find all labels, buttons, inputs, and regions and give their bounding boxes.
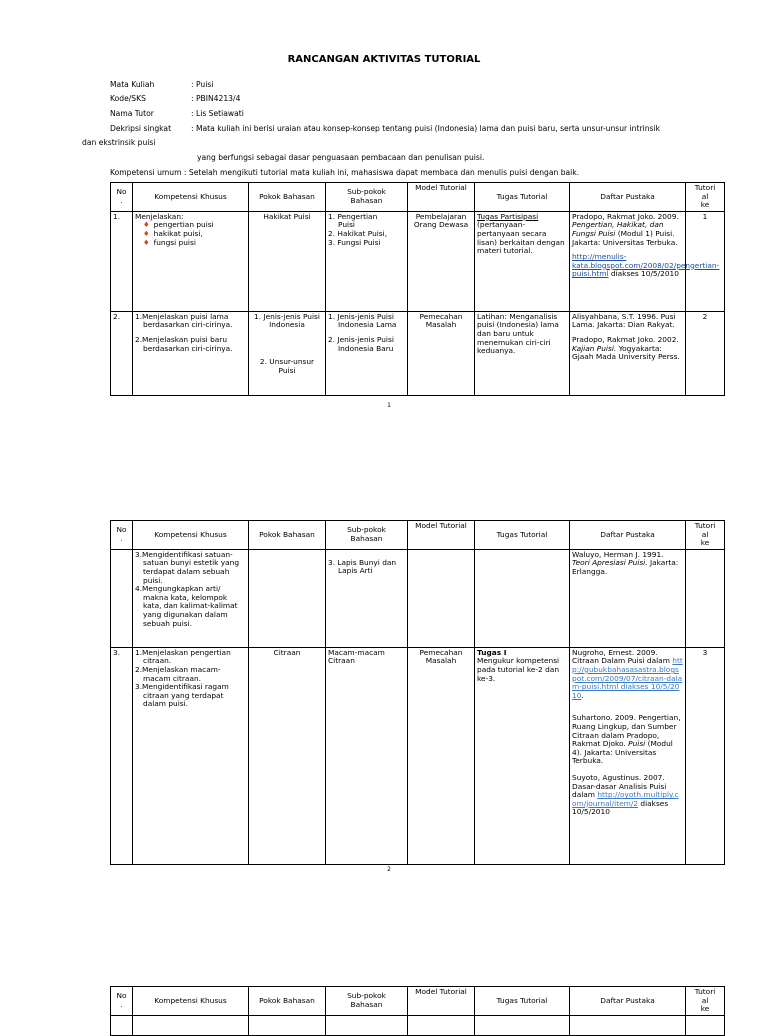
bullet-icon: ♦ [143,220,150,230]
tutorial-table-3 [110,986,725,1036]
bullet-icon: ♦ [143,237,150,247]
page-number: 2 [387,866,391,873]
model-tutorial-cell: Pemecahan Masalah [408,311,475,395]
col-kompetensi-khusus: Kompetensi Khusus [133,521,249,550]
reference-link[interactable]: http://menulis-kata.blogspot.com/2008/02/pengertian-puisi.html [572,252,720,279]
col-kompetensi-khusus: Kompetensi Khusus [133,183,249,212]
col-no: No . [111,521,133,550]
col-tutorial-ke: Tutori al ke [686,521,725,550]
kode-sks-value: : PBIN4213/4 [191,94,241,103]
table-header-row [111,183,725,212]
sub-pokok-cell: 1. Jenis-jenis Puisi Indonesia Lama 2. Jenis-jenis Puisi Indonesia Baru [326,311,408,395]
tutorial-ke-cell: 2 [686,311,725,395]
col-model-tutorial: Model Tutorial [408,521,475,550]
daftar-pustaka-cell: Pradopo, Rakmat Joko. 2009. Pengertian, Hakikat, dan Fungsi Puisi (Modul 1) Puisi. Jakarta: Universitas Terbuka. http://menulis-kata.blogspot.com/2008/02/pengertian-puisi.html diakses 10/5/2010 [570,211,686,311]
col-pokok-bahasan: Pokok Bahasan [249,987,326,1016]
table-row [111,1015,725,1035]
col-daftar-pustaka: Daftar Pustaka [570,987,686,1016]
col-model-tutorial: Model Tutorial [408,183,475,212]
row-number: 2. [111,311,133,395]
mata-kuliah-value: : Puisi [191,80,214,89]
reference-link[interactable]: http://gubukbahasasastra.blogspot.com/2009/07/citraan-dalam-puisi.html diakses 10/5/2010 [572,656,683,700]
deskripsi-line2: dan ekstrinsik puisi [82,138,156,147]
col-tugas-tutorial: Tugas Tutorial [475,521,570,550]
daftar-pustaka-cell: Nugroho, Ernest. 2009. Citraan Dalam Puisi dalam http://gubukbahasasastra.blogspot.com/2009/07/citraan-dalam-puisi.html diakses 10/5/2010. Suhartono. 2009. Pengertian, Ruang Lingkup, dan Sumber Citraan dalam Pradopo, Rakmat Djoko. Puisi (Modul 4). Jakarta: Universitas Terbuka. Suyoto, Agustinus. 2007. Dasar-dasar Analisis Puisi dalam http://oyoth.multiply.com/journal/item/2 diakses 10/5/2010 [570,647,686,864]
tugas-tutorial-cell [475,549,570,647]
reference-link[interactable]: http://oyoth.multiply.com/journal/item/2 [572,790,679,808]
col-tugas-tutorial: Tugas Tutorial [475,183,570,212]
tugas-tutorial-cell: Tugas Partisipasi (pertanyaan-pertanyaan secara lisan) berkaitan dengan materi tutorial. [475,211,570,311]
col-pokok-bahasan: Pokok Bahasan [249,521,326,550]
col-daftar-pustaka: Daftar Pustaka [570,183,686,212]
col-daftar-pustaka: Daftar Pustaka [570,521,686,550]
kode-sks-label: Kode/SKS [110,94,146,103]
tugas-tutorial-cell: Tugas I Mengukur kompetensi pada tutorial ke-2 dan ke-3. [475,647,570,864]
tutorial-table-1 [110,182,725,396]
nama-tutor-label: Nama Tutor [110,109,154,118]
tugas-tutorial-cell: Latihan: Menganalisis puisi (Indonesia) lama dan baru untuk menemukan ciri-ciri keduanya. [475,311,570,395]
pokok-bahasan-cell: Hakikat Puisi [249,211,326,311]
mata-kuliah-label: Mata Kuliah [110,80,155,89]
kompetensi-cell: Menjelaskan: ♦ pengertian puisi ♦ hakikat puisi, ♦ fungsi puisi [133,211,249,311]
col-tugas-tutorial: Tugas Tutorial [475,987,570,1016]
col-pokok-bahasan: Pokok Bahasan [249,183,326,212]
model-tutorial-cell: Pemecahan Masalah [408,647,475,864]
pokok-bahasan-cell [249,549,326,647]
col-no: No . [111,183,133,212]
daftar-pustaka-cell: Waluyo, Herman J. 1991. Teori Apresiasi Puisi. Jakarta: Erlangga. [570,549,686,647]
document-title: RANCANGAN AKTIVITAS TUTORIAL [287,54,481,65]
table-row [111,647,725,864]
nama-tutor-value: : Lis Setiawati [191,109,244,118]
kompetensi-umum: Kompetensi umum : Setelah mengikuti tutorial mata kuliah ini, mahasiswa dapat membaca dan menulis puisi dengan baik. [110,168,580,177]
table-header-row [111,521,725,550]
table-row [111,311,725,395]
col-tutorial-ke: Tutori al ke [686,987,725,1016]
col-tutorial-ke: Tutori al ke [686,183,725,212]
col-sub-pokok-bahasan: Sub-pokok Bahasan [326,521,408,550]
table-row [111,211,725,311]
row-number [111,549,133,647]
deskripsi-label: Dekripsi singkat [110,124,172,133]
model-tutorial-cell: Pembelajaran Orang Dewasa [408,211,475,311]
deskripsi-line3: yang berfungsi sebagai dasar penguasaan pembacaan dan penulisan puisi. [197,153,485,162]
col-no: No . [111,987,133,1016]
row-number: 1. [111,211,133,311]
pokok-bahasan-cell: Citraan [249,647,326,864]
col-sub-pokok-bahasan: Sub-pokok Bahasan [326,183,408,212]
col-sub-pokok-bahasan: Sub-pokok Bahasan [326,987,408,1016]
page-number: 1 [387,402,391,409]
bullet-icon: ♦ [143,228,150,238]
row-number: 3. [111,647,133,864]
table-row [111,549,725,647]
deskripsi-value: : Mata kuliah ini berisi uraian atau konsep-konsep tentang puisi (Indonesia) lama dan puisi baru, serta unsur-unsur intrinsik [191,124,660,133]
col-kompetensi-khusus: Kompetensi Khusus [133,987,249,1016]
tutorial-ke-cell: 1 [686,211,725,311]
col-model-tutorial: Model Tutorial [408,987,475,1016]
sub-pokok-cell: Macam-macam Citraan [326,647,408,864]
sub-pokok-cell: 3. Lapis Bunyi dan Lapis Arti [326,549,408,647]
kompetensi-cell: 3.Mengidentifikasi satuan-satuan bunyi estetik yang terdapat dalam sebuah puisi. 4.Mengungkapkan arti/ makna kata, kelompok kata, dan kalimat-kalimat yang digunakan dalam sebuah puisi. [133,549,249,647]
daftar-pustaka-cell: Alisyahbana, S.T. 1996. Pusi Lama. Jakarta: Dian Rakyat. Pradopo, Rakmat Joko. 2002. Kajian Puisi. Yogyakarta: Gjaah Mada University Perss. [570,311,686,395]
pokok-bahasan-cell: 1. Jenis-jenis Puisi Indonesia 2. Unsur-unsur Puisi [249,311,326,395]
tutorial-ke-cell: 3 [686,647,725,864]
kompetensi-cell: 1.Menjelaskan pengertian citraan. 2.Menjelaskan macam-macam citraan. 3.Mengidentifikasi ragam citraan yang terdapat dalam puisi. [133,647,249,864]
kompetensi-cell: 1.Menjelaskan puisi lama berdasarkan ciri-cirinya. 2.Menjelaskan puisi baru berdasarkan ciri-cirinya. [133,311,249,395]
sub-pokok-cell: 1. Pengertian Puisi 2. Hakikat Puisi, 3. Fungsi Puisi [326,211,408,311]
tutorial-ke-cell [686,549,725,647]
tutorial-table-2 [110,520,725,865]
model-tutorial-cell [408,549,475,647]
table-header-row [111,987,725,1016]
